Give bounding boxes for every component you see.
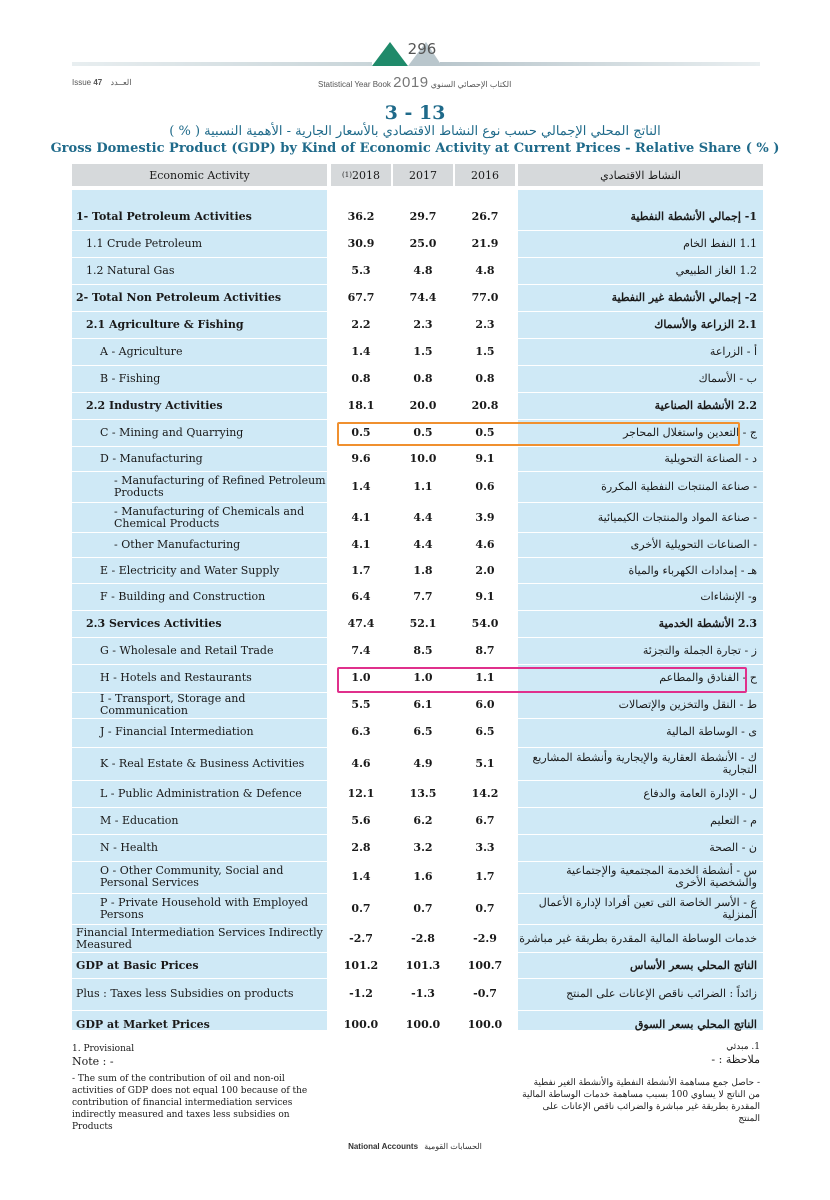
value-2018: 5.3 — [351, 264, 371, 277]
row-label-en: G - Wholesale and Retail Trade — [100, 644, 274, 657]
value-2017: 8.5 — [413, 644, 433, 657]
value-2016: 54.0 — [471, 617, 499, 630]
value-2017: 4.4 — [413, 511, 433, 524]
row-label-en: - Other Manufacturing — [114, 538, 241, 551]
value-2018: 1.4 — [351, 480, 371, 493]
row-label-en: E - Electricity and Water Supply — [100, 564, 280, 577]
row-label-ar: أ - الزراعة — [709, 345, 757, 358]
row-label-en: B - Fishing — [100, 372, 161, 385]
row-label-ar: 2.2 الأنشطة الصناعية — [654, 399, 757, 412]
row-label-ar: ب - الأسماك — [698, 372, 757, 385]
value-2017: 1.8 — [413, 564, 433, 577]
value-2016: 9.1 — [475, 590, 495, 603]
row-label-en: 1- Total Petroleum Activities — [76, 210, 252, 223]
highlight-hotels-row — [337, 667, 747, 693]
value-2016: 0.8 — [475, 372, 495, 385]
value-2017: 7.7 — [413, 590, 433, 603]
value-2016: 21.9 — [471, 237, 499, 250]
row-label-en: GDP at Basic Prices — [76, 959, 199, 972]
value-2018: 7.4 — [351, 644, 371, 657]
row-label-ar: ح - الفنادق والمطاعم — [659, 671, 757, 684]
row-label-ar: - الصناعات التحويلية الأخرى — [630, 538, 757, 551]
row-label-ar: - صناعة المواد والمنتجات الكيميائية — [597, 511, 757, 524]
value-2017: 52.1 — [409, 617, 437, 630]
row-label-ar: ج - التعدين واستغلال المحاجر — [623, 426, 757, 439]
value-2016: 3.3 — [475, 841, 495, 854]
value-2016: 6.0 — [475, 698, 495, 711]
value-2018: 5.6 — [351, 814, 371, 827]
value-2017: 4.8 — [413, 264, 433, 277]
value-2016: 2.0 — [475, 564, 495, 577]
row-label-ar: س - أنشطة الخدمة المجتمعية والإجتماعية والشخصية الأخرى — [566, 864, 757, 889]
row-label-ar: ن - الصحة — [709, 841, 757, 854]
col-2018-label: 2018 — [351, 168, 380, 182]
value-2016: 9.1 — [475, 452, 495, 465]
value-2017: 13.5 — [409, 787, 437, 800]
value-2018: 6.4 — [351, 590, 371, 603]
value-2016: 100.0 — [467, 1018, 503, 1031]
value-2016: 1.1 — [475, 671, 495, 684]
note-label-ar: ملاحظة : - — [711, 1053, 760, 1066]
row-label-en: O - Other Community, Social and Personal Services — [100, 864, 284, 889]
issue-label-text: Issue — [72, 78, 92, 87]
row-label-en: M - Education — [100, 814, 179, 827]
value-2017: 74.4 — [409, 291, 437, 304]
book-year: 2019 — [393, 74, 429, 91]
value-2018: 0.5 — [351, 426, 371, 439]
value-2018: 12.1 — [347, 787, 375, 800]
row-label-en: L - Public Administration & Defence — [100, 787, 302, 800]
value-2016: 2.3 — [475, 318, 495, 331]
row-label-en: F - Building and Construction — [100, 590, 266, 603]
value-2017: -1.3 — [411, 987, 435, 1000]
row-label-en: GDP at Market Prices — [76, 1018, 210, 1031]
value-2016: 8.7 — [475, 644, 495, 657]
row-label-ar: ط - النقل والتخزين والإتصالات — [618, 698, 757, 711]
value-2018: 4.1 — [351, 538, 371, 551]
value-2017: 0.8 — [413, 372, 433, 385]
book-title-en: Statistical Year Book — [318, 80, 391, 89]
row-label-en: 2.3 Services Activities — [86, 617, 222, 630]
row-label-en: Plus : Taxes less Subsidies on products — [76, 987, 294, 1000]
page-footer — [300, 1142, 530, 1151]
value-2016: 4.8 — [475, 264, 495, 277]
row-label-en: J - Financial Intermediation — [100, 725, 254, 738]
value-2016: 4.6 — [475, 538, 495, 551]
footnote-provisional-ar: 1. مبدئي — [726, 1042, 760, 1052]
row-label-ar: 2.1 الزراعة والأسماك — [654, 318, 757, 331]
value-2017: 29.7 — [409, 210, 437, 223]
value-2017: 6.1 — [413, 698, 433, 711]
value-2018: 0.8 — [351, 372, 371, 385]
row-label-en: 1.1 Crude Petroleum — [86, 237, 203, 250]
row-label-ar: هـ - إمدادات الكهرباء والمياة — [628, 564, 757, 577]
value-2017: 4.4 — [413, 538, 433, 551]
footer-en: National Accounts — [348, 1142, 419, 1151]
value-2017: 1.6 — [413, 870, 433, 883]
row-label-en: I - Transport, Storage and Communication — [100, 692, 246, 717]
col-header-2018 — [331, 164, 391, 186]
row-label-en: 2.2 Industry Activities — [86, 399, 223, 412]
value-2017: 0.7 — [413, 902, 433, 915]
note-text-ar: - حاصل جمع مساهمة الأنشطة النفطية والأنشطة الغير نفطية من الناتج لا يساوي 100 بسبب مساهمة خدمات الوساطة المالية المقدرة بطريقة غير مباشرة والضرائب ناقص الإعانات على المنتج — [522, 1078, 760, 1124]
row-label-ar: الناتج المحلي بسعر السوق — [634, 1018, 757, 1031]
note-text-en: - The sum of the contribution of oil and non-oil activities of GDP does not equal 100 because of the contribution of financial intermediation services indirectly measured and taxes less subsidies on Products — [72, 1074, 308, 1132]
value-2017: 101.3 — [405, 959, 441, 972]
row-label-ar: 2- إجمالي الأنشطة غير النفطية — [611, 291, 757, 304]
footnote-provisional-en: 1. Provisional — [72, 1044, 135, 1054]
value-2016: 1.7 — [475, 870, 495, 883]
value-2018: 30.9 — [347, 237, 375, 250]
row-label-ar: الناتج المحلي بسعر الأساس — [630, 959, 757, 972]
row-label-en: - Manufacturing of Refined Petroleum Products — [114, 474, 326, 499]
value-2016: 26.7 — [471, 210, 499, 223]
row-label-ar: 1.1 النفط الخام — [683, 237, 757, 250]
row-label-ar: د - الصناعة التحويلية — [664, 452, 757, 465]
row-label-en: P - Private Household with Employed Persons — [100, 896, 309, 921]
value-2017: 1.5 — [413, 345, 433, 358]
note-label-en: Note : - — [72, 1055, 114, 1068]
col-header-2016: 2016 — [455, 164, 515, 186]
value-2018: 9.6 — [351, 452, 371, 465]
value-2018: 67.7 — [347, 291, 375, 304]
value-2016: 1.5 — [475, 345, 495, 358]
value-2018: 100.0 — [343, 1018, 379, 1031]
value-2018: 1.7 — [351, 564, 371, 577]
value-2016: -0.7 — [473, 987, 497, 1000]
value-2017: 4.9 — [413, 757, 433, 770]
row-label-ar: - صناعة المنتجات النفطية المكررة — [601, 480, 757, 493]
table-title-ar: الناتج المحلي الإجمالي حسب نوع النشاط الاقتصادي بالأسعار الجارية - الأهمية النسبية ( % ) — [169, 124, 661, 139]
value-2018: 36.2 — [347, 210, 375, 223]
row-label-ar: م - التعليم — [710, 814, 757, 827]
row-label-en: 2- Total Non Petroleum Activities — [76, 291, 282, 304]
header-rule-left — [72, 62, 372, 66]
value-2018: 5.5 — [351, 698, 371, 711]
row-label-ar: زائداً : الضرائب ناقص الإعانات على المنتج — [566, 987, 757, 1000]
row-label-en: D - Manufacturing — [100, 452, 203, 465]
value-2017: 10.0 — [409, 452, 437, 465]
value-2017: 25.0 — [409, 237, 437, 250]
value-2016: 0.5 — [475, 426, 495, 439]
value-2016: 20.8 — [471, 399, 499, 412]
row-label-ar: 1.2 الغاز الطبيعي — [675, 264, 757, 277]
row-label-en: 1.2 Natural Gas — [86, 264, 175, 277]
table-title-en: Gross Domestic Product (GDP) by Kind of Economic Activity at Current Prices - Relative Share ( % ) — [50, 141, 780, 156]
page-number: 296 — [407, 40, 437, 58]
highlight-mining-row — [337, 422, 740, 446]
value-2017: 2.3 — [413, 318, 433, 331]
value-2018: 1.4 — [351, 345, 371, 358]
issue-label — [72, 78, 131, 87]
row-label-en: 2.1 Agriculture & Fishing — [86, 318, 244, 331]
row-label-ar: ز - تجارة الجملة والتجزئة — [642, 644, 757, 657]
row-label-ar: ى - الوساطة المالية — [666, 725, 757, 738]
value-2017: 6.2 — [413, 814, 433, 827]
col-2018-footnote-mark: (1) — [342, 171, 352, 179]
value-2016: 0.6 — [475, 480, 495, 493]
value-2017: 1.0 — [413, 671, 433, 684]
value-2017: -2.8 — [411, 932, 435, 945]
value-2018: 2.2 — [351, 318, 371, 331]
row-label-en: Financial Intermediation Services Indirectly Measured — [76, 926, 323, 951]
value-2016: 3.9 — [475, 511, 495, 524]
col-header-2017: 2017 — [393, 164, 453, 186]
row-label-en: C - Mining and Quarrying — [100, 426, 244, 439]
book-title-ar: الكتاب الإحصائي السنوي — [430, 80, 512, 89]
value-2017: 6.5 — [413, 725, 433, 738]
value-2016: 5.1 — [475, 757, 495, 770]
value-2017: 20.0 — [409, 399, 437, 412]
value-2017: 3.2 — [413, 841, 433, 854]
value-2016: 6.5 — [475, 725, 495, 738]
col-header-activity-ar: النشاط الاقتصادي — [518, 164, 763, 186]
value-2016: 0.7 — [475, 902, 495, 915]
row-label-en: H - Hotels and Restaurants — [100, 671, 252, 684]
row-label-en: - Manufacturing of Chemicals and Chemical Products — [114, 505, 305, 530]
value-2018: 6.3 — [351, 725, 371, 738]
value-2016: 77.0 — [471, 291, 499, 304]
value-2016: 100.7 — [467, 959, 503, 972]
footer-ar: الحسابات القومية — [424, 1142, 482, 1151]
value-2018: 18.1 — [347, 399, 375, 412]
header-rule-right — [440, 62, 760, 66]
value-2018: -1.2 — [349, 987, 373, 1000]
value-2018: 2.8 — [351, 841, 371, 854]
row-label-ar: ك - الأنشطة العقارية والإيجارية وأنشطة المشاريع التجارية — [532, 751, 757, 776]
book-title — [318, 74, 511, 91]
issue-label-ar: العــدد — [110, 78, 132, 87]
value-2018: 1.4 — [351, 870, 371, 883]
row-label-ar: ع - الأسر الخاصة التى تعين أفرادا لإدارة الأعمال المنزلية — [538, 896, 757, 921]
value-2016: 14.2 — [471, 787, 499, 800]
row-label-ar: و- الإنشاءات — [700, 590, 757, 603]
value-2016: 6.7 — [475, 814, 495, 827]
issue-number: 47 — [93, 78, 103, 87]
row-label-ar: خدمات الوساطة المالية المقدرة بطريقة غير مباشرة — [519, 932, 757, 945]
row-label-ar: 1- إجمالي الأنشطة النفطية — [630, 210, 757, 223]
value-2017: 100.0 — [405, 1018, 441, 1031]
value-2018: 1.0 — [351, 671, 371, 684]
value-2017: 1.1 — [413, 480, 433, 493]
value-2018: 0.7 — [351, 902, 371, 915]
value-2017: 0.5 — [413, 426, 433, 439]
row-label-ar: ل - الإدارة العامة والدفاع — [643, 787, 757, 800]
row-label-en: A - Agriculture — [100, 345, 183, 358]
value-2018: 47.4 — [347, 617, 375, 630]
value-2018: 4.6 — [351, 757, 371, 770]
value-2018: -2.7 — [349, 932, 373, 945]
value-2016: -2.9 — [473, 932, 497, 945]
col-header-activity-en: Economic Activity — [72, 164, 327, 186]
table-number: 3 - 13 — [384, 102, 446, 124]
value-2018: 4.1 — [351, 511, 371, 524]
row-label-en: N - Health — [100, 841, 159, 854]
value-2018: 101.2 — [343, 959, 379, 972]
row-label-en: K - Real Estate & Business Activities — [100, 757, 305, 770]
row-label-ar: 2.3 الأنشطة الخدمية — [658, 617, 757, 630]
